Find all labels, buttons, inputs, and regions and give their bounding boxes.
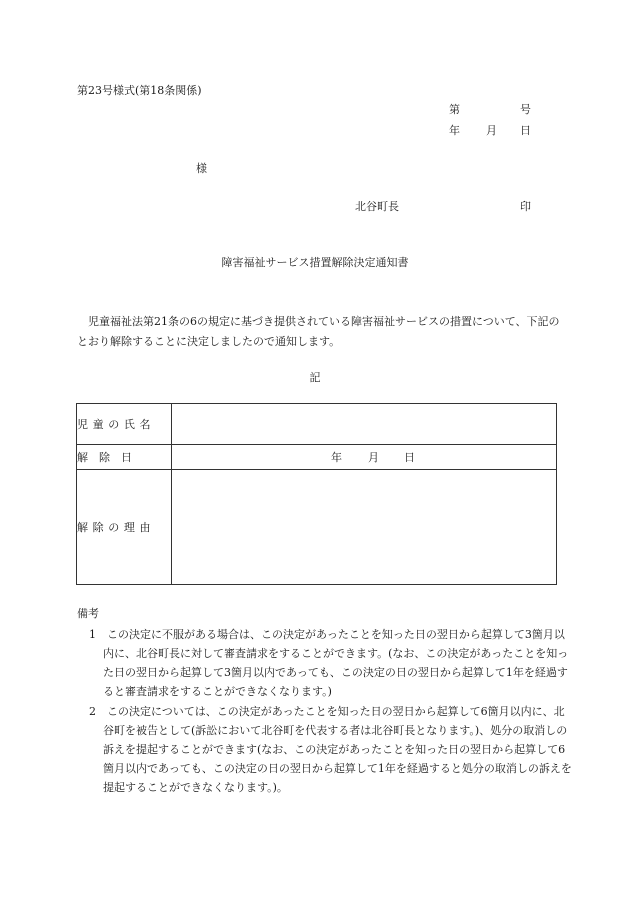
document-title: 障害福祉サービス措置解除決定通知書 bbox=[221, 256, 409, 269]
issuer-name: 北谷町長 bbox=[355, 200, 399, 213]
seal-mark: 印 bbox=[520, 200, 531, 213]
remark-note-1: 1 この決定に不服がある場合は、この決定があったことを知った日の翌日から起算して3箇月以内に、北谷町長に対して審査請求をすることができます。(なお、この決定があったことを知った日の翌日から起算して3箇月以内であっても、この決定の日の翌日から起算して1年を経過すると審査請求をすることができなくなります。) bbox=[89, 628, 569, 698]
ki-heading: 記 bbox=[309, 371, 321, 384]
release-date-label bbox=[77, 445, 172, 470]
child-name-label bbox=[77, 404, 172, 445]
number-suffix: 号 bbox=[520, 103, 531, 116]
remark-note-2: 2 この決定については、この決定があったことを知った日の翌日から起算して6箇月以内に、北谷町を被告として(訴訟において北谷町を代表する者は北谷町長となります。)、処分の取消しの訴えを提起することができます(なお、この決定があったことを知った日の翌日から起算して6箇月以内であっても、この決定の日の翌日から起算して1年を経過すると処分の取消しの訴えを提起することができなくなります。)。 bbox=[89, 705, 572, 794]
release-date-value bbox=[172, 445, 557, 470]
number-prefix: 第 bbox=[449, 103, 460, 116]
date-day: 日 bbox=[520, 124, 531, 137]
release-date-year: 年 bbox=[331, 451, 342, 464]
release-date-month: 月 bbox=[368, 451, 379, 464]
date-year: 年 bbox=[449, 124, 460, 137]
remarks-heading: 備考 bbox=[77, 607, 99, 620]
child-name-label-text: 児童の氏名 bbox=[77, 417, 156, 431]
table-row bbox=[77, 470, 557, 585]
body-text: 児童福祉法第21条の6の規定に基づき提供されている障害福祉サービスの措置について、下記のとおり解除することに決定しましたので通知します。 bbox=[77, 315, 560, 348]
details-table bbox=[76, 403, 557, 585]
release-date-label-text: 解 除 日 bbox=[77, 450, 132, 464]
child-name-value bbox=[172, 404, 557, 445]
release-reason-label-text: 解除の理由 bbox=[77, 520, 156, 534]
release-reason-value bbox=[172, 470, 557, 585]
date-month: 月 bbox=[486, 124, 497, 137]
table-row bbox=[77, 404, 557, 445]
release-date-day: 日 bbox=[404, 451, 415, 464]
release-reason-label bbox=[77, 470, 172, 585]
table-row bbox=[77, 445, 557, 470]
form-number: 第23号様式(第18条関係) bbox=[77, 84, 202, 97]
addressee-suffix: 様 bbox=[196, 162, 207, 175]
